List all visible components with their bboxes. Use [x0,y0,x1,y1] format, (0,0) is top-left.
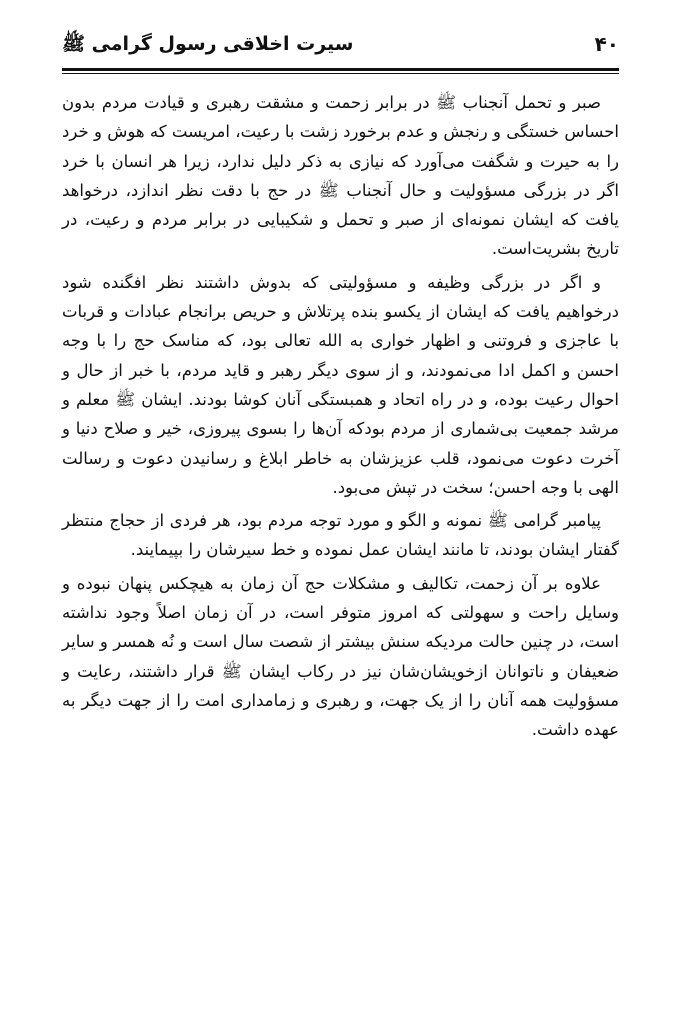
header-rule [62,68,619,71]
paragraph-3: پیامبر گرامی ﷺ نمونه و الگو و مورد توجه مردم بود، هر فردی از حجاج منتظر گفتار ایشان بودند، تا مانند ایشان عمل نموده و خط سیرشان را بپیمایند. [62,511,619,560]
page-number: ۴۰ [594,32,619,56]
header-rule-thin [62,73,619,74]
page-body [62,88,619,749]
paragraph-1: صبر و تحمل آنجناب ﷺ در برابر زحمت و مشقت رهبری و قیادت مردم بدون احساس خستگی و رنجش و عدم برخورد زشت با رعیت، امریست که هوش و خرد را به حیرت و شگفت می‌آورد که نیازی به ذکر دلیل ندارد، زیرا هر انسان با خرد اگر در بزرگی مسؤولیت و حال آنجناب ﷺ در حج با دقت نظر اندازد، درخواهد یافت که ایشان نمونه‌ای از صبر و تحمل و شکیبایی در برابر مردم و رعیت، در تاریخ بشریت‌است. [62,93,619,259]
running-title: سیرت اخلاقی رسول گرامی ﷺ [62,33,354,55]
page-header [62,30,619,64]
paragraph-2: و اگر در بزرگی وظیفه و مسؤولیتی که بدوش داشتند نظر افگنده شود درخواهیم یافت که ایشان از یکسو بنده پرتلاش و حریص برانجام عبادات و قربات با عاجزی و فروتنی و اظهار خواری به الله تعالی بود، که مناسک حج را با وجه احسن و اکمل ادا می‌نمودند، و از سوی دیگر رهبر و قاید مردم، با خبر از حال و احوال رعیت بوده، و در راه اتحاد و همبستگی آنان کوشا بودند. ایشان ﷺ معلم و مرشد جمعیت بی‌شماری از مردم بودکه آن‌ها را بسوی پیروزی، خیر و صلاح دنیا و آخرت دعوت می‌نمود، قلب عزیزشان به خاطر ابلاغ و رسانیدن دعوت و رسالت الهی با وجه احسن؛ سخت در تپش می‌بود. [62,272,619,497]
paragraph-4: علاوه بر آن زحمت، تکالیف و مشکلات حج آن زمان به هیچکس پنهان نبوده و وسایل راحت و سهولتی که امروز متوفر است، در آن زمان اصلاً وجود نداشته است، در چنین حالت مردیکه سنش بیشتر از شصت سال است و نُه همسر و سایر ضعیفان و ناتوانان ازخویشان‌شان نیز در رکاب ایشان ﷺ قرار داشتند، رعایت و مسؤولیت همه آنان را از یک جهت، و رهبری و زمامداری امت را از جهت دیگر به عهده داشت. [62,573,619,740]
